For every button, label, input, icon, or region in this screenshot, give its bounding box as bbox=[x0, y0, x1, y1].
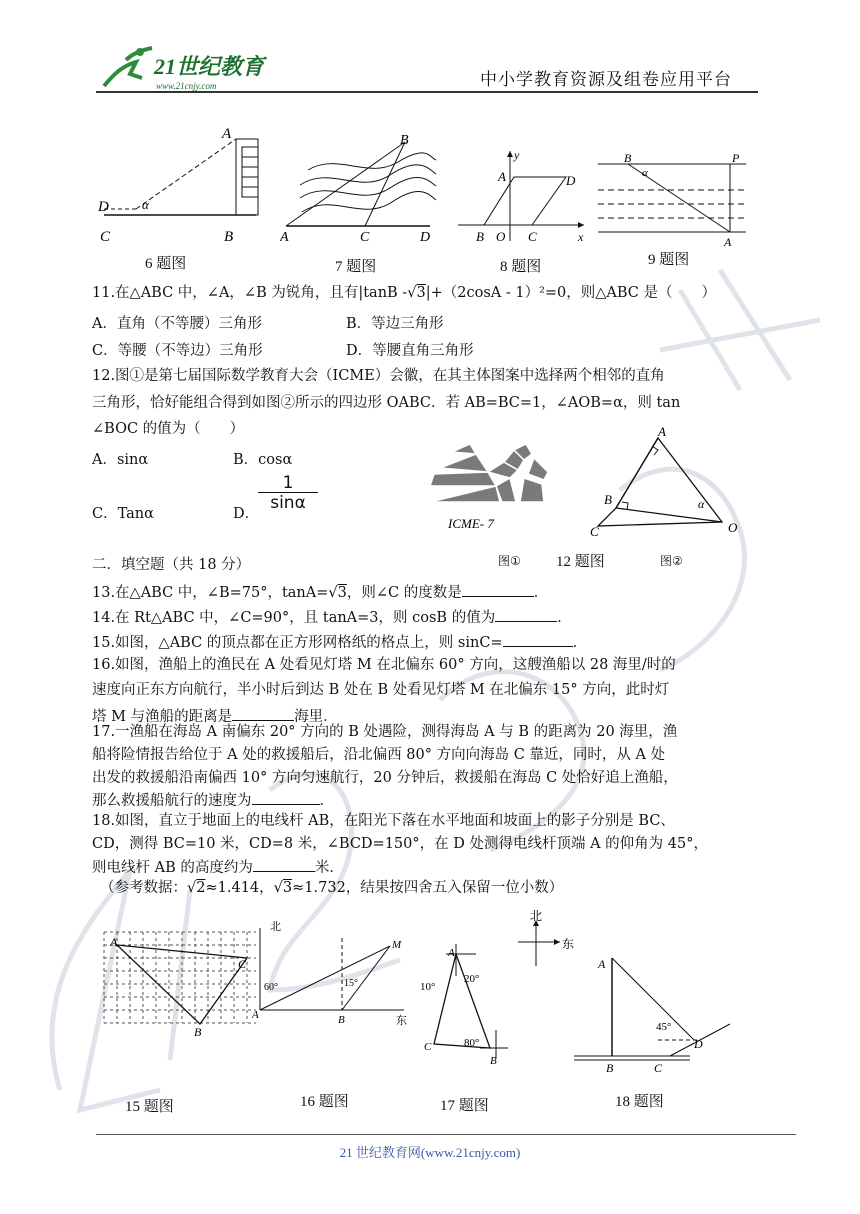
q18-line-3: 则电线杆 AB 的高度约为 米． bbox=[92, 857, 344, 877]
section-2-heading: 二．填空题（共 18 分） bbox=[92, 557, 251, 573]
q15-stem: 15.如图，△ABC 的顶点都在正方形网格纸的格点上，则 sinC= ． bbox=[92, 632, 587, 652]
svg-text:D: D bbox=[694, 1037, 703, 1051]
svg-text:C: C bbox=[590, 524, 599, 539]
q12-option-d-fraction: 1 sinα bbox=[258, 474, 318, 513]
svg-text:M: M bbox=[392, 939, 402, 951]
svg-text:北: 北 bbox=[530, 910, 543, 923]
svg-text:A: A bbox=[598, 957, 606, 971]
figure-16 bbox=[252, 918, 412, 1028]
svg-text:O: O bbox=[496, 229, 506, 244]
svg-text:B: B bbox=[476, 229, 484, 244]
svg-text:A: A bbox=[498, 169, 506, 184]
svg-text:80°: 80° bbox=[464, 1037, 480, 1049]
svg-text:D: D bbox=[566, 173, 576, 188]
figure-9 bbox=[598, 150, 748, 250]
q12-option-b: B．cosα bbox=[233, 452, 293, 468]
svg-text:A: A bbox=[280, 230, 289, 245]
q12-line-1: 12.图①是第七届国际数学教育大会（ICME）会徽，在其主体图案中选择两个相邻的直角 bbox=[92, 368, 665, 384]
svg-text:15°: 15° bbox=[344, 978, 358, 989]
svg-text:D: D bbox=[420, 230, 431, 245]
svg-text:A: A bbox=[110, 935, 118, 949]
svg-text:α: α bbox=[142, 197, 149, 212]
logo-text: 21世纪教育 bbox=[154, 54, 265, 79]
header-title: 中小学教育资源及组卷应用平台 bbox=[480, 70, 732, 90]
svg-text:10°: 10° bbox=[420, 981, 436, 993]
svg-text:x: x bbox=[578, 230, 584, 244]
figure-12-icme-emblem bbox=[424, 444, 554, 534]
q11-option-b: B．等边三角形 bbox=[346, 316, 444, 332]
fig8-caption: 8 题图 bbox=[500, 259, 542, 275]
header-rule bbox=[96, 91, 758, 93]
figure-6 bbox=[96, 125, 271, 250]
q16-line-1: 16.如图，渔船上的渔民在 A 处看见灯塔 M 在北偏东 60° 方向，这艘渔船以 28 海里/时的 bbox=[92, 657, 676, 673]
q16-line-3: 塔 M 与渔船的距离是 海里． bbox=[92, 706, 338, 726]
q12-option-c: C．Tanα bbox=[92, 506, 154, 522]
svg-text:20°: 20° bbox=[464, 973, 480, 985]
site-logo bbox=[96, 44, 306, 94]
runner-logo-icon bbox=[104, 48, 152, 86]
figure-17 bbox=[418, 940, 518, 1070]
fig7-caption: 7 题图 bbox=[335, 259, 377, 275]
q11-stem: 11.在△ABC 中，∠A，∠B 为锐角，且有|tanB -√3|+（2cosA - 1）²=0，则△ABC 是（ ） bbox=[92, 285, 717, 301]
figure-12-quadrilateral bbox=[586, 424, 746, 539]
q17-line-1: 17.一渔船在海岛 A 南偏东 20° 方向的 B 处遇险，测得海岛 A 与 B 的距离为 20 海里，渔 bbox=[92, 724, 678, 740]
svg-text:α: α bbox=[642, 167, 648, 179]
q18-line-1: 18.如图，直立于地面上的电线杆 AB，在阳光下落在水平地面和坡面上的影子分别是 BC、 bbox=[92, 813, 675, 829]
svg-text:C: C bbox=[238, 957, 247, 971]
fig16-caption: 16 题图 bbox=[300, 1094, 349, 1110]
svg-text:y: y bbox=[514, 148, 520, 162]
fig12-label-2: 图② bbox=[660, 554, 683, 568]
svg-text:A: A bbox=[448, 947, 455, 959]
svg-text:A: A bbox=[222, 126, 232, 142]
fig18-caption: 18 题图 bbox=[615, 1094, 664, 1110]
svg-text:60°: 60° bbox=[264, 982, 278, 993]
compass-icon bbox=[516, 910, 576, 970]
svg-text:A: A bbox=[252, 1009, 259, 1021]
q17-line-4: 那么救援船航行的速度为 ． bbox=[92, 790, 334, 810]
fig15-caption: 15 题图 bbox=[125, 1099, 174, 1115]
footer-rule bbox=[96, 1134, 796, 1135]
q11-option-d: D．等腰直角三角形 bbox=[346, 343, 474, 359]
svg-text:O: O bbox=[728, 520, 738, 535]
svg-text:α: α bbox=[698, 497, 705, 511]
q18-line-2: CD，测得 BC=10 米，CD=8 米，∠BCD=150°，在 D 处测得电线杆顶端 A 的仰角为 45°， bbox=[92, 836, 708, 852]
svg-text:C: C bbox=[528, 229, 537, 244]
fig12-caption: 12 题图 bbox=[556, 554, 605, 570]
svg-text:A: A bbox=[724, 235, 732, 249]
figure-15-grid bbox=[100, 928, 260, 1038]
figure-7 bbox=[280, 130, 440, 245]
fig9-caption: 9 题图 bbox=[648, 252, 690, 268]
svg-text:D: D bbox=[98, 199, 109, 215]
svg-text:B: B bbox=[604, 492, 612, 507]
svg-text:C: C bbox=[654, 1061, 663, 1075]
svg-text:C: C bbox=[100, 229, 111, 245]
svg-text:C: C bbox=[360, 230, 370, 245]
q18-reference: （参考数据：√2≈1.414，√3≈1.732，结果按四舍五入保留一位小数） bbox=[100, 880, 564, 896]
svg-text:东: 东 bbox=[562, 937, 575, 951]
svg-text:B: B bbox=[194, 1025, 202, 1038]
q12-option-a: A．sinα bbox=[92, 452, 149, 468]
svg-text:东: 东 bbox=[396, 1015, 407, 1027]
q12-line-3: ∠BOC 的值为（ ） bbox=[92, 421, 245, 437]
q12-line-2: 三角形，恰好能组合得到如图②所示的四边形 OABC．若 AB=BC=1，∠AOB=α，则 tan bbox=[92, 395, 681, 411]
q14-stem: 14.在 Rt△ABC 中，∠C=90°，且 tanA=3，则 cosB 的值为 ． bbox=[92, 607, 572, 627]
figure-8 bbox=[454, 145, 594, 245]
fig12-label-1: 图① bbox=[498, 554, 521, 568]
svg-text:45°: 45° bbox=[656, 1021, 672, 1033]
q17-line-2: 船将险情报告给位于 A 处的救援船后，沿北偏西 80° 方向向海岛 C 靠近，同时，从 A 处 bbox=[92, 747, 666, 763]
svg-text:C: C bbox=[424, 1041, 432, 1053]
q12-option-d: D． bbox=[233, 506, 260, 522]
q13-stem: 13.在△ABC 中，∠B=75°，tanA=√3，则∠C 的度数是 ． bbox=[92, 582, 548, 602]
q11-option-a: A．直角（不等腰）三角形 bbox=[92, 316, 262, 332]
fig17-caption: 17 题图 bbox=[440, 1098, 489, 1114]
svg-text:A: A bbox=[658, 424, 666, 439]
svg-text:P: P bbox=[732, 151, 740, 165]
q11-option-c: C．等腰（不等边）三角形 bbox=[92, 343, 263, 359]
logo-url: www.21cnjy.com bbox=[156, 81, 217, 91]
svg-text:B: B bbox=[400, 133, 409, 148]
q16-line-2: 速度向正东方向航行，半小时后到达 B 处在 B 处看见灯塔 M 在北偏东 15° 方向，此时灯 bbox=[92, 682, 670, 698]
figure-18 bbox=[574, 948, 734, 1078]
svg-text:ICME- 7: ICME- 7 bbox=[448, 516, 494, 531]
footer-text: 21 世纪教育网(www.21cnjy.com) bbox=[339, 1145, 521, 1160]
svg-text:B: B bbox=[606, 1061, 614, 1075]
svg-text:北: 北 bbox=[270, 921, 281, 933]
svg-text:B: B bbox=[338, 1014, 345, 1026]
svg-text:B: B bbox=[490, 1055, 497, 1067]
svg-text:B: B bbox=[224, 229, 234, 245]
fig6-caption: 6 题图 bbox=[145, 256, 187, 272]
q17-line-3: 出发的救援船沿南偏西 10° 方向匀速航行，20 分钟后，救援船在海岛 C 处恰好追上渔船， bbox=[92, 770, 678, 786]
svg-text:B: B bbox=[624, 151, 632, 165]
